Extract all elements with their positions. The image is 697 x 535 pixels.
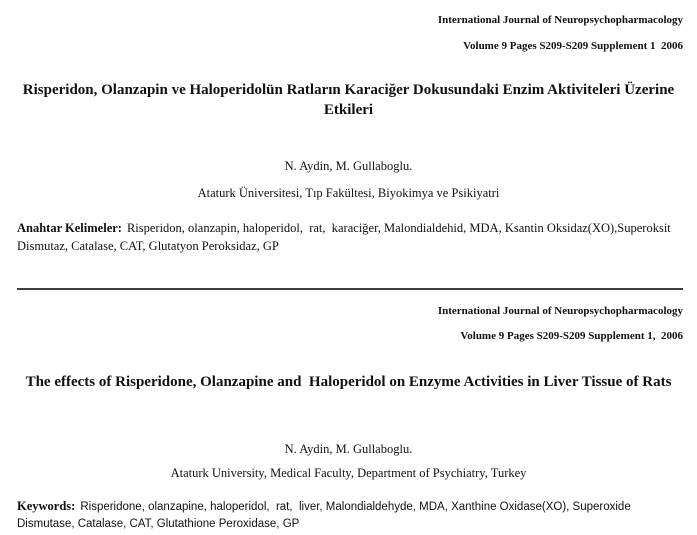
section-divider [17, 288, 683, 290]
keywords-text-turkish: Risperidon, olanzapin, haloperidol, rat, karaciğer, Malondialdehid, MDA, Ksantin Oksidaz(XO),Superoksit Dismutaz, Catalase, CAT, Glutatyon Peroksidaz, GP [17, 221, 674, 253]
title-english: The effects of Risperidone, Olanzapine and Haloperidol on Enzyme Activities in Liver Tissue of Rats [25, 374, 672, 390]
turkish-section [0, 80, 697, 255]
authors-english: N. Aydin, M. Gullaboglu. [284, 442, 413, 456]
journal-header-top [0, 14, 697, 53]
keywords-text-english: Risperidone, olanzapine, haloperidol, rat, liver, Malondialdehyde, MDA, Xanthine Oxidase(XO), Superoxide Dismutase, Catalase, CAT, Glutathione Peroxidase, GP [17, 501, 634, 530]
journal-name-top: International Journal of Neuropsychopharmacology [437, 14, 683, 26]
affiliation-english: Ataturk University, Medical Faculty, Department of Psychiatry, Turkey [170, 466, 527, 480]
authors-turkish: N. Aydin, M. Gullaboglu. [284, 159, 413, 173]
english-section [0, 372, 697, 533]
keywords-label-turkish: Anahtar Kelimeler: [17, 221, 122, 235]
keywords-paragraph-english [0, 498, 697, 533]
affiliation-turkish: Ataturk Üniversitesi, Tıp Fakültesi, Biyokimya ve Psikiyatri [197, 186, 500, 200]
title-turkish: Risperidon, Olanzapin ve Haloperidolün Ratların Karaciğer Dokusundaki Enzim Aktiviteleri Üzerine Etkileri [22, 82, 678, 118]
journal-header-mid [0, 305, 697, 343]
keywords-label-english: Keywords: [17, 499, 76, 513]
volume-info-mid: Volume 9 Pages S209-S209 Supplement 1, 2006 [460, 330, 683, 342]
volume-info-top: Volume 9 Pages S209-S209 Supplement 1 2006 [463, 40, 683, 52]
journal-name-mid: International Journal of Neuropsychopharmacology [437, 305, 683, 317]
keywords-paragraph-turkish [0, 219, 697, 255]
